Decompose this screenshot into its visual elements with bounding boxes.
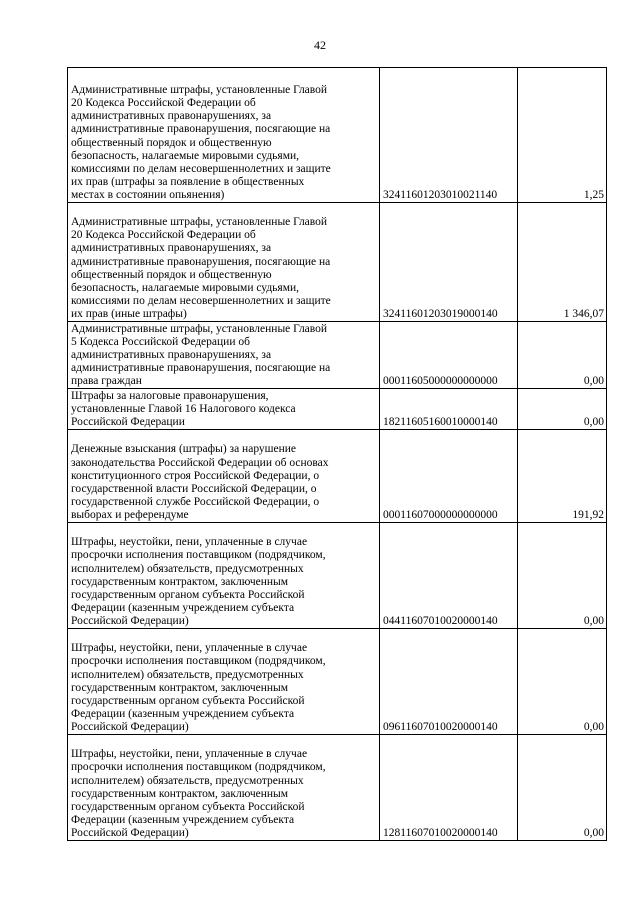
revenue-name-line: законодательства Российской Федерации об основах xyxy=(71,456,329,469)
revenue-name-line: права граждан xyxy=(71,374,142,387)
revenue-name-line: государственной службе Российской Федерации, о xyxy=(71,495,320,508)
revenue-name-cell xyxy=(68,389,380,430)
amount-cell: 1,25 xyxy=(518,68,607,203)
revenue-name-line: исполнителем) обязательств, предусмотренных xyxy=(71,562,304,575)
revenue-name-line: административные правонарушения, посягающие на xyxy=(71,255,331,268)
revenue-name-line: Федерации (казенным учреждением субъекта xyxy=(71,813,295,826)
table-row xyxy=(68,735,607,841)
revenue-table xyxy=(67,67,607,841)
table-body xyxy=(68,68,607,841)
revenue-name-line: просрочки исполнения поставщиком (подрядчиком, xyxy=(71,761,326,774)
revenue-name-cell xyxy=(68,735,380,841)
page-number: 42 xyxy=(314,38,326,52)
revenue-name-line: местах в состоянии опьянения) xyxy=(71,188,225,201)
revenue-name-line: государственным контрактом, заключенным xyxy=(71,575,289,588)
revenue-name-line: общественный порядок и общественную xyxy=(71,136,272,149)
revenue-name-cell xyxy=(68,203,380,322)
revenue-name-line: Административные штрафы, установленные Главой xyxy=(71,322,328,335)
revenue-name-line: административных правонарушениях, за xyxy=(71,110,272,123)
revenue-name-line: Российской Федерации) xyxy=(71,614,189,627)
budget-code-cell: 09611607010020000140 xyxy=(380,629,518,735)
revenue-name-line: 20 Кодекса Российской Федерации об xyxy=(71,97,256,110)
budget-code-cell: 32411601203019000140 xyxy=(380,203,518,322)
table-row xyxy=(68,322,607,389)
revenue-name-line: 20 Кодекса Российской Федерации об xyxy=(71,229,256,242)
revenue-name-line: конституционного строя Российской Федерации, о xyxy=(71,469,320,482)
amount-cell: 0,00 xyxy=(518,629,607,735)
amount-cell: 0,00 xyxy=(518,322,607,389)
revenue-name-line: просрочки исполнения поставщиком (подрядчиком, xyxy=(71,549,326,562)
table-row xyxy=(68,629,607,735)
amount-cell: 1 346,07 xyxy=(518,203,607,322)
table-row xyxy=(68,523,607,629)
revenue-name-cell xyxy=(68,430,380,523)
revenue-name-line: выборах и референдуме xyxy=(71,508,189,521)
revenue-name-line: Денежные взыскания (штрафы) за нарушение xyxy=(71,443,297,456)
revenue-name-line: Российской Федерации) xyxy=(71,826,189,839)
revenue-name-cell xyxy=(68,322,380,389)
budget-code-cell: 32411601203010021140 xyxy=(380,68,518,203)
revenue-name-line: государственным контрактом, заключенным xyxy=(71,787,289,800)
revenue-name-line: Административные штрафы, установленные Главой xyxy=(71,216,328,229)
revenue-name-line: Штрафы за налоговые правонарушения, xyxy=(71,389,269,402)
table-row xyxy=(68,389,607,430)
revenue-name-line: Российской Федерации) xyxy=(71,720,189,733)
revenue-name-line: административных правонарушениях, за xyxy=(71,348,272,361)
revenue-name-line: государственным органом субъекта Российской xyxy=(71,800,305,813)
amount-cell: 0,00 xyxy=(518,389,607,430)
revenue-name-line: административные правонарушения, посягающие на xyxy=(71,361,331,374)
revenue-name-line: безопасность, налагаемые мировыми судьями, xyxy=(71,281,300,294)
revenue-name-line: комиссиями по делам несовершеннолетних и защите xyxy=(71,294,331,307)
revenue-name-line: исполнителем) обязательств, предусмотренных xyxy=(71,668,304,681)
budget-code-cell: 04411607010020000140 xyxy=(380,523,518,629)
revenue-name-line: государственным органом субъекта Российской xyxy=(71,694,305,707)
revenue-name-cell xyxy=(68,68,380,203)
revenue-name-line: Федерации (казенным учреждением субъекта xyxy=(71,707,295,720)
table-row xyxy=(68,203,607,322)
revenue-name-line: просрочки исполнения поставщиком (подрядчиком, xyxy=(71,655,326,668)
revenue-name-line: их прав (штрафы за появление в общественных xyxy=(71,175,305,188)
revenue-name-cell xyxy=(68,523,380,629)
revenue-name-line: государственным контрактом, заключенным xyxy=(71,681,289,694)
revenue-name-line: государственным органом субъекта Российской xyxy=(71,588,305,601)
table-row xyxy=(68,68,607,203)
revenue-name-line: Административные штрафы, установленные Главой xyxy=(71,84,328,97)
amount-cell: 191,92 xyxy=(518,430,607,523)
revenue-name-line: безопасность, налагаемые мировыми судьями, xyxy=(71,149,300,162)
revenue-name-cell xyxy=(68,629,380,735)
revenue-name-line: установленные Главой 16 Налогового кодекса xyxy=(71,402,296,415)
revenue-name-line: исполнителем) обязательств, предусмотренных xyxy=(71,774,304,787)
revenue-name-line: Штрафы, неустойки, пени, уплаченные в случае xyxy=(71,642,308,655)
revenue-name-line: 5 Кодекса Российской Федерации об xyxy=(71,335,250,348)
revenue-name-line: Российской Федерации xyxy=(71,415,185,428)
revenue-name-line: их прав (иные штрафы) xyxy=(71,307,187,320)
revenue-name-line: административных правонарушениях, за xyxy=(71,242,272,255)
amount-cell: 0,00 xyxy=(518,735,607,841)
revenue-name-line: Штрафы, неустойки, пени, уплаченные в случае xyxy=(71,748,308,761)
budget-code-cell: 18211605160010000140 xyxy=(380,389,518,430)
amount-cell: 0,00 xyxy=(518,523,607,629)
revenue-name-line: общественный порядок и общественную xyxy=(71,268,272,281)
revenue-name-line: государственной власти Российской Федерации, о xyxy=(71,482,317,495)
revenue-name-line: Штрафы, неустойки, пени, уплаченные в случае xyxy=(71,536,308,549)
revenue-name-line: Федерации (казенным учреждением субъекта xyxy=(71,601,295,614)
revenue-name-line: комиссиями по делам несовершеннолетних и защите xyxy=(71,162,331,175)
budget-code-cell: 00011607000000000000 xyxy=(380,430,518,523)
revenue-name-line: административные правонарушения, посягающие на xyxy=(71,123,331,136)
table-row xyxy=(68,430,607,523)
budget-code-cell: 00011605000000000000 xyxy=(380,322,518,389)
budget-code-cell: 12811607010020000140 xyxy=(380,735,518,841)
